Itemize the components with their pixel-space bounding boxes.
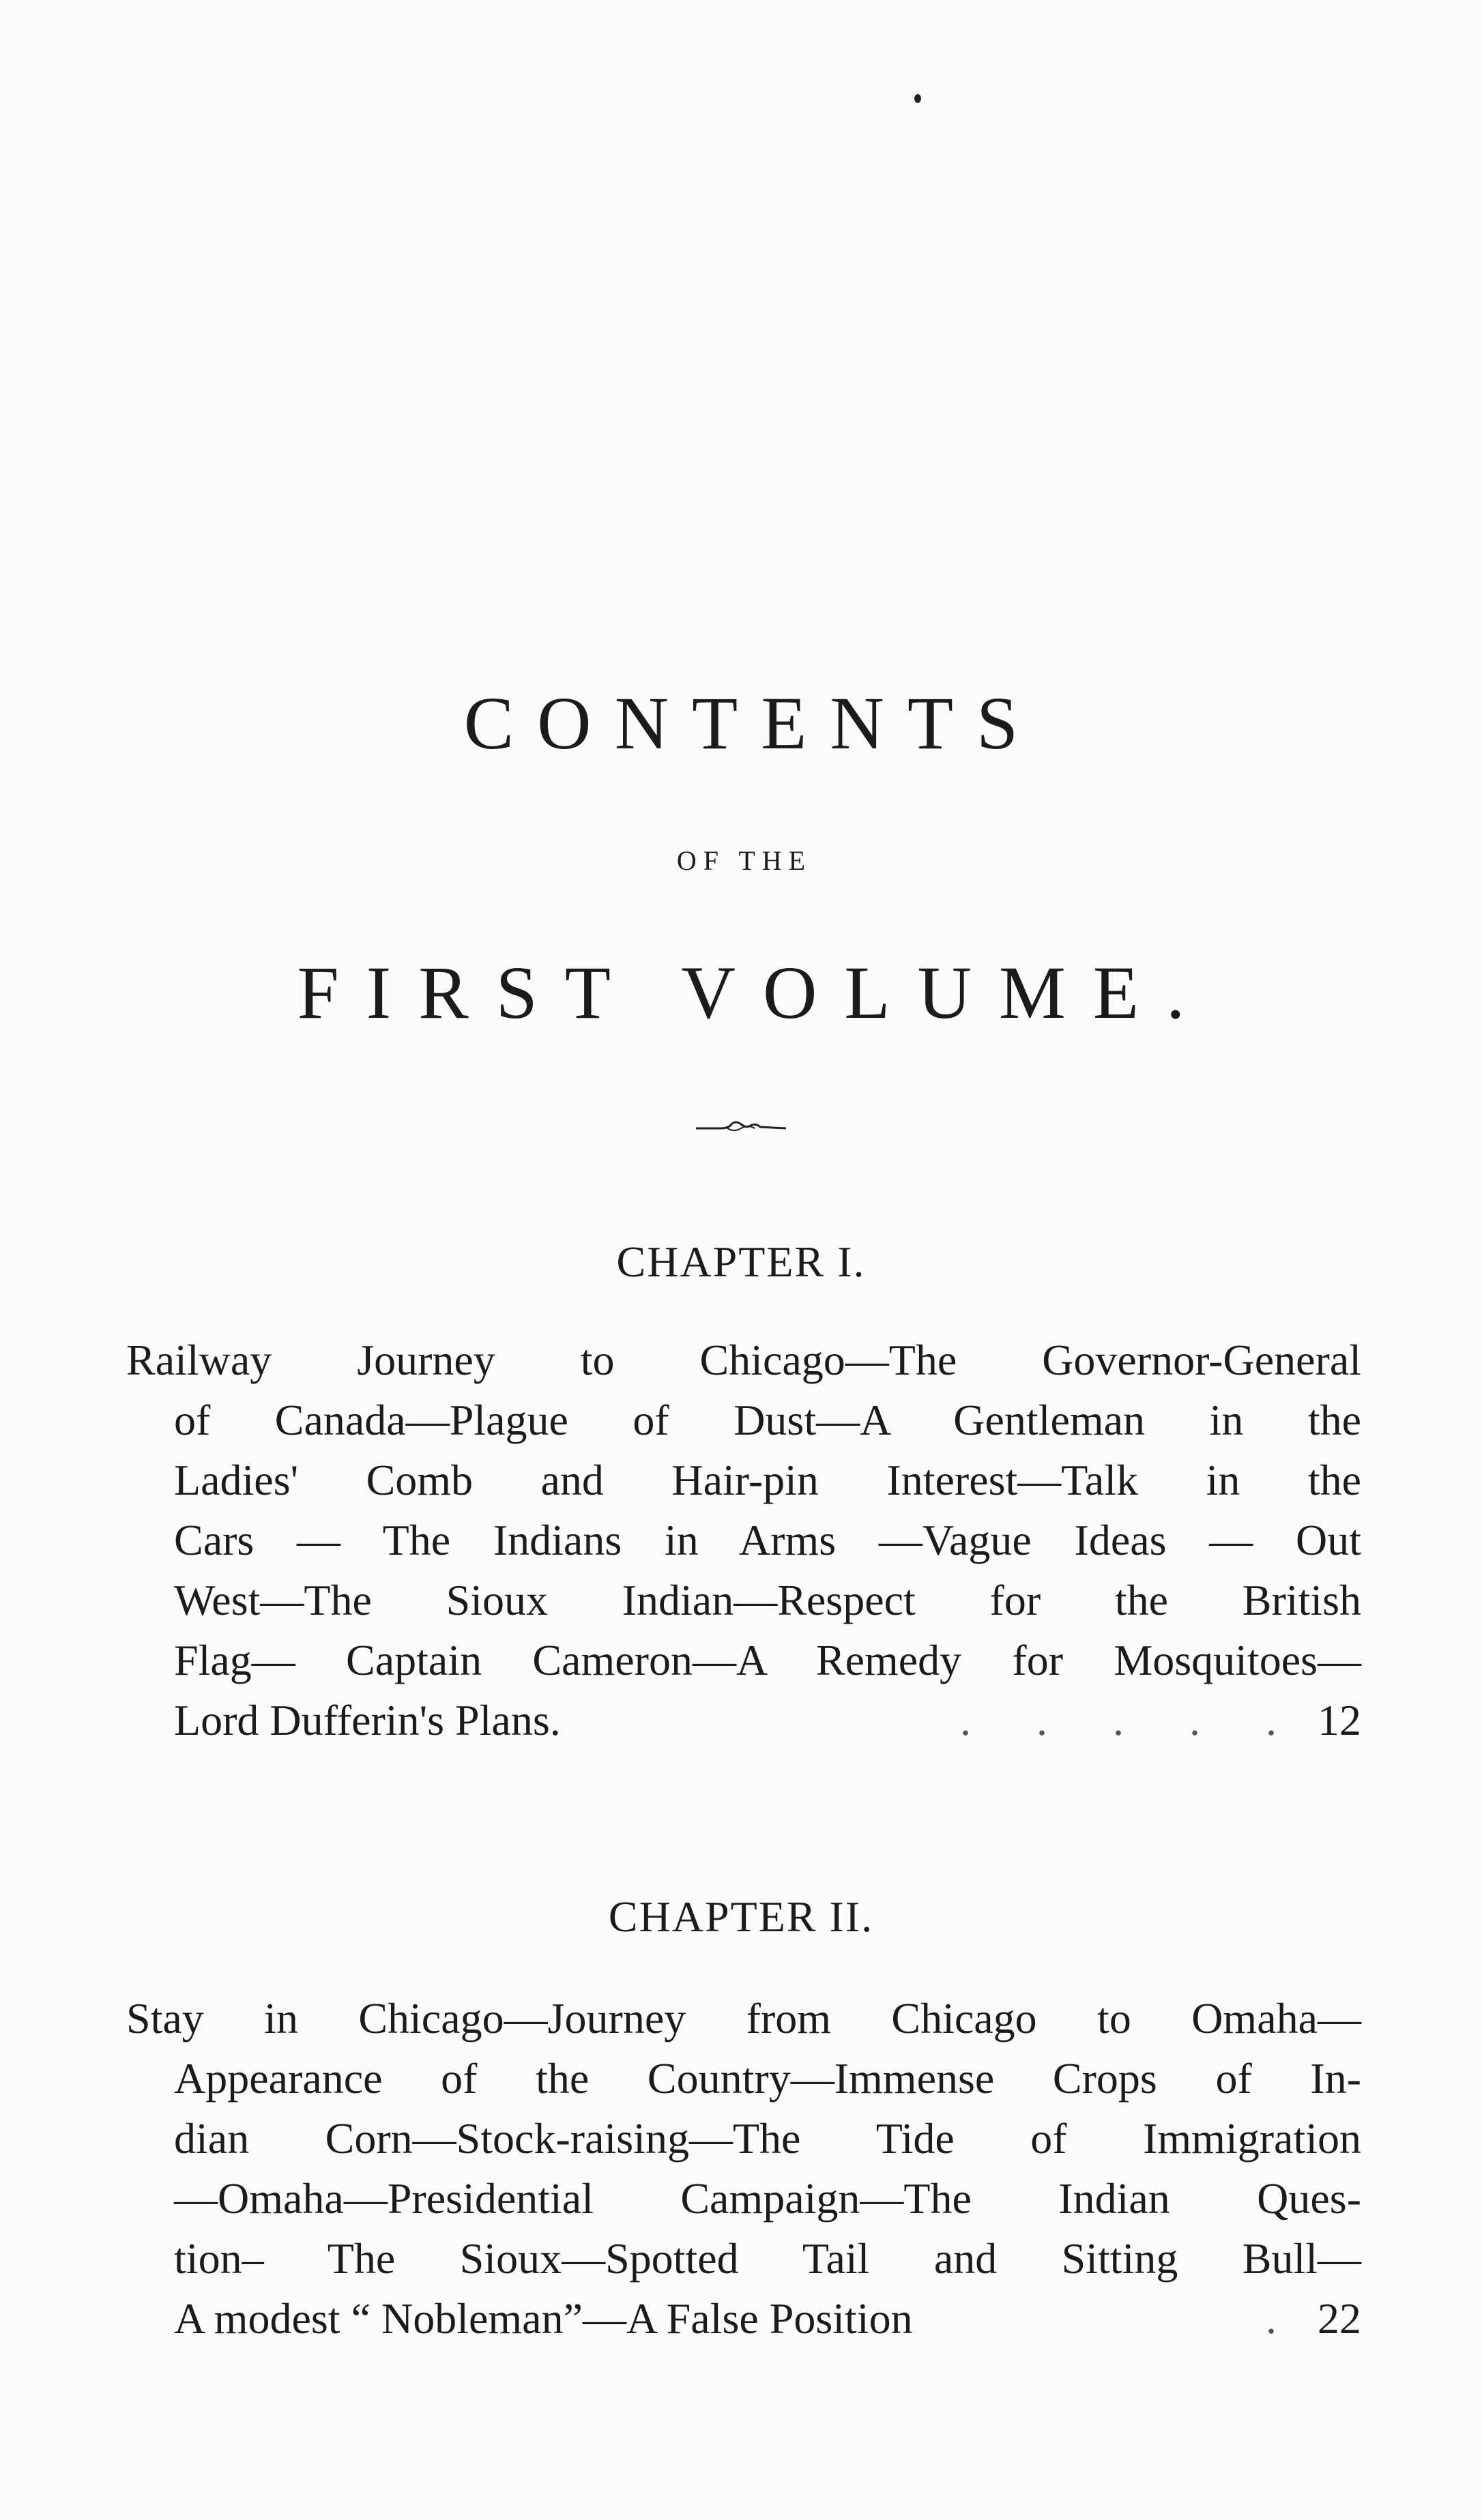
chapter-2-summary	[126, 1989, 1361, 2349]
chapter-1-line: Ladies' Comb and Hair-pin Interest—Talk in the	[174, 1456, 1361, 1504]
chapter-1-line: Cars — The Indians in Arms —Vague Ideas — Out	[174, 1516, 1361, 1564]
chapter-1-heading: CHAPTER I.	[616, 1237, 866, 1286]
volume-title: FIRST VOLUME.	[297, 951, 1212, 1034]
chapter-1-line: Railway Journey to Chicago—The Governor-General	[126, 1336, 1361, 1384]
chapter-1-last-text: Lord Dufferin's Plans.	[174, 1696, 561, 1744]
dot-leader: .	[1266, 2294, 1304, 2343]
dot-leader: . . . . .	[960, 1696, 1304, 1744]
ornament-divider	[693, 1119, 789, 1135]
chapter-1-line: West—The Sioux Indian—Respect for the British	[174, 1576, 1361, 1624]
chapter-2-heading: CHAPTER II.	[608, 1892, 874, 1941]
chapter-2-page-number: 22	[1318, 2294, 1361, 2343]
chapter-2-line: Stay in Chicago—Journey from Chicago to Omaha—	[126, 1994, 1361, 2042]
chapter-2-line: Appearance of the Country—Immense Crops of In-	[174, 2054, 1361, 2103]
chapter-2-last-line	[126, 2289, 1361, 2349]
chapter-1-line: of Canada—Plague of Dust—A Gentleman in the	[174, 1396, 1361, 1444]
contents-title: CONTENTS	[463, 682, 1042, 765]
chapter-2-line: tion– The Sioux—Spotted Tail and Sitting Bull—	[174, 2234, 1361, 2283]
chapter-1-line: Flag— Captain Cameron—A Remedy for Mosquitoes—	[174, 1636, 1361, 1684]
chapter-1-last-line	[126, 1690, 1361, 1750]
chapter-1-page-number: 12	[1318, 1696, 1361, 1744]
of-the-label: OF THE	[676, 845, 813, 876]
chapter-2-line: dian Corn—Stock-raising—The Tide of Immigration	[174, 2114, 1361, 2163]
chapter-2-line: —Omaha—Presidential Campaign—The Indian Ques-	[174, 2174, 1361, 2223]
ink-speck	[914, 94, 921, 103]
chapter-1-summary	[126, 1330, 1361, 1750]
chapter-2-last-text: A modest “ Nobleman”—A False Position	[174, 2294, 913, 2343]
